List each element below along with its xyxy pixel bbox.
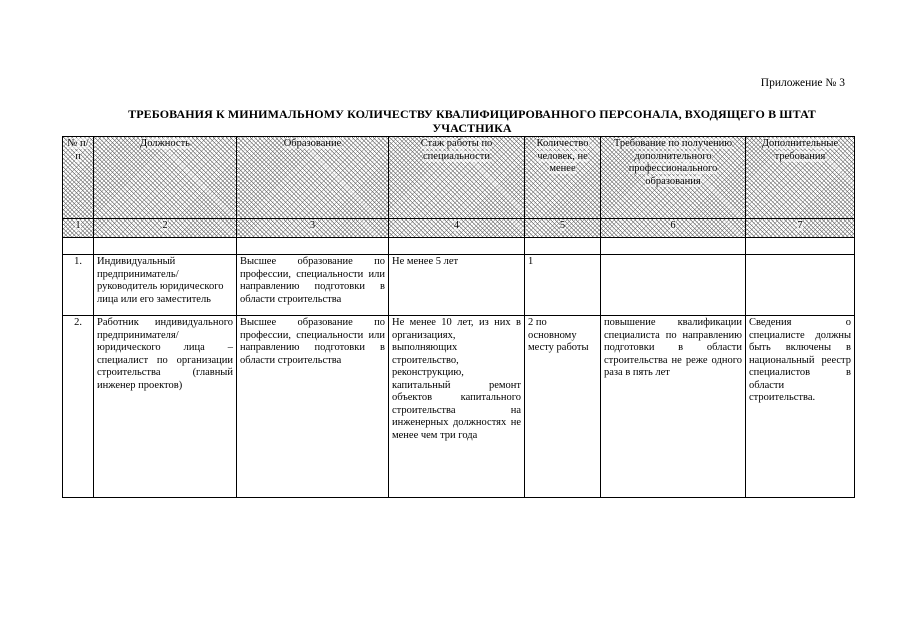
empty-cell (746, 238, 855, 255)
header-cell: Дополнительные требования (746, 137, 855, 219)
empty-cell (94, 238, 237, 255)
empty-cell (601, 238, 746, 255)
experience-cell: Не менее 10 лет, из них в организациях, выполняющих строительство, реконструкцию, капитальный ремонт объектов капитального строительства на инженерных должностях не менее чем три года (389, 316, 525, 498)
table-row (63, 255, 855, 316)
table-row (63, 316, 855, 498)
empty-cell (63, 238, 94, 255)
experience-cell: Не менее 5 лет (389, 255, 525, 316)
count-cell: 1 (525, 255, 601, 316)
header-cell: Образование (237, 137, 389, 219)
position-cell: Индивидуальный предприниматель/руководитель юридического лица или его заместитель (94, 255, 237, 316)
column-number-cell: 6 (601, 219, 746, 238)
header-cell: № п/п (63, 137, 94, 219)
additional-requirements-cell: Сведения о специалисте должны быть включены в национальный реестр специалистов в области строительства. (746, 316, 855, 498)
empty-cell (525, 238, 601, 255)
additional-requirements-cell (746, 255, 855, 316)
appendix-label: Приложение № 3 (760, 77, 845, 89)
additional-education-cell (601, 255, 746, 316)
header-row (63, 137, 855, 219)
column-number-cell: 3 (237, 219, 389, 238)
education-cell: Высшее образование по профессии, специальности или направлению подготовки в области строительства (237, 316, 389, 498)
row-number: 2. (63, 316, 94, 498)
column-number-cell: 2 (94, 219, 237, 238)
count-cell: 2 по основному месту работы (525, 316, 601, 498)
header-cell: Количество человек, не менее (525, 137, 601, 219)
empty-cell (389, 238, 525, 255)
spacer-row (63, 238, 855, 255)
header-cell: Стаж работы по специальности (389, 137, 525, 219)
position-cell: Работник индивидуального предпринимателя/ юридического лица – специалист по организации строительства (главный инженер проектов) (94, 316, 237, 498)
row-number: 1. (63, 255, 94, 316)
header-cell: Должность (94, 137, 237, 219)
column-number-row (63, 219, 855, 238)
header-cell: Требование по получению дополнительного профессионального образования (601, 137, 746, 219)
column-number-cell: 5 (525, 219, 601, 238)
document-title: ТРЕБОВАНИЯ К МИНИМАЛЬНОМУ КОЛИЧЕСТВУ КВАЛИФИЦИРОВАННОГО ПЕРСОНАЛА, ВХОДЯЩЕГО В ШТАТ УЧАСТНИКА (128, 107, 816, 135)
requirements-table (62, 136, 855, 498)
education-cell: Высшее образование по профессии, специальности или направлению подготовки в области строительства (237, 255, 389, 316)
empty-cell (237, 238, 389, 255)
column-number-cell: 7 (746, 219, 855, 238)
column-number-cell: 4 (389, 219, 525, 238)
additional-education-cell: повышение квалификации специалиста по направлению подготовки в области строительства не реже одного раза в пять лет (601, 316, 746, 498)
column-number-cell: 1 (63, 219, 94, 238)
